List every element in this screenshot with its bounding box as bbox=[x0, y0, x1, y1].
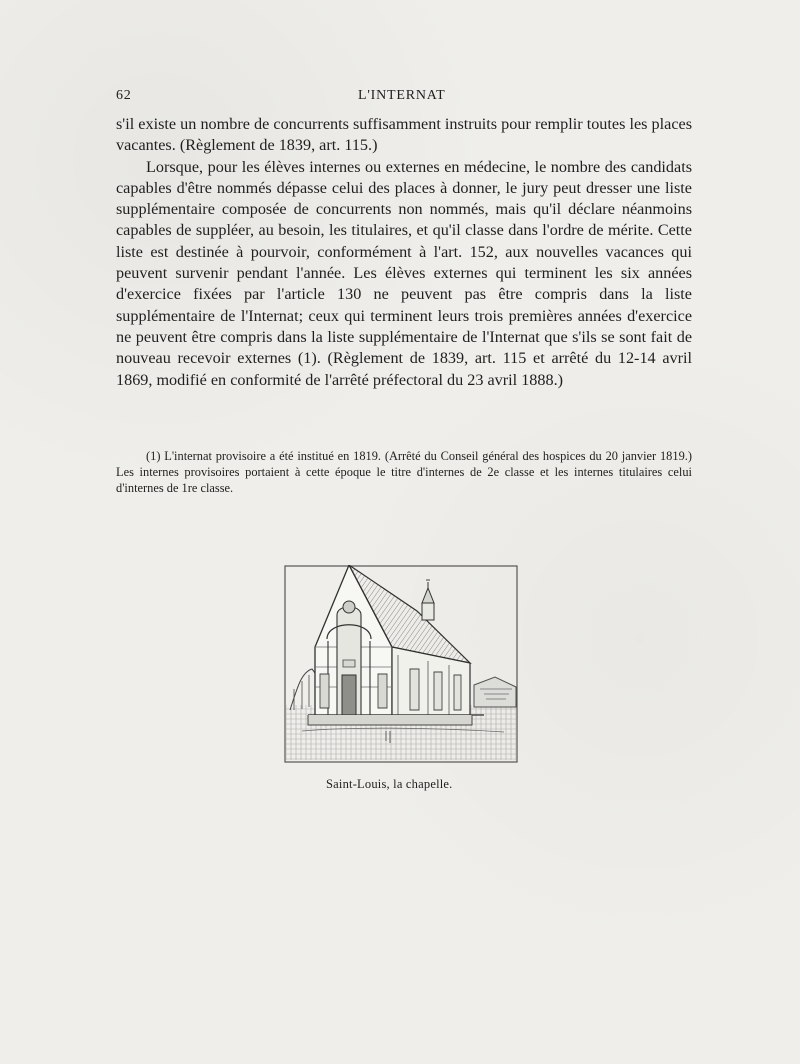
body-paragraph-1: s'il existe un nombre de concurrents suffisamment instruits pour remplir toutes les places vacantes. (Règlement de 1839, art. 115.) bbox=[116, 115, 692, 155]
body-text bbox=[116, 114, 692, 391]
body-paragraph-2: Lorsque, pour les élèves internes ou externes en médecine, le nombre des candidats capables d'être nommés dépasse celui des places à donner, le jury peut dresser une liste supplémentaire composée de concurrents non nommés, mais qu'il déclare néanmoins capables de suppléer, au besoin, les titulaires, et qu'il classe dans l'ordre de mérite. Cette liste est destinée à pourvoir, conformément à l'art. 152, aux nouvelles vacances qui peuvent survenir pendant l'année. Les élèves externes qui terminent les six années d'exercice fixées par l'article 130 ne peuvent pas être compris dans la liste supplémentaire de l'Internat; ceux qui terminent leurs trois premières années d'exercice ne peuvent être compris dans la liste supplémentaire de l'Internat que s'ils se sont fait de nouveau recevoir externes (1). (Règlement de 1839, art. 115 et arrêté du 12-14 avril 1869, modifié en conformité de l'arrêté préfectoral du 23 avril 1888.) bbox=[116, 157, 692, 389]
footnote bbox=[116, 448, 692, 496]
footnote-text: (1) L'internat provisoire a été institué en 1819. (Arrêté du Conseil général des hospices du 20 janvier 1819.) Les internes provisoires portaient à cette époque le titre d'internes de 2e classe et les internes titulaires celui d'internes de 1re classe. bbox=[116, 449, 692, 495]
page-header bbox=[116, 88, 696, 108]
chapel-illustration bbox=[284, 565, 518, 763]
running-head: L'INTERNAT bbox=[358, 88, 446, 103]
figure-caption: Saint-Louis, la chapelle. bbox=[326, 777, 453, 791]
page-number: 62 bbox=[116, 88, 132, 103]
